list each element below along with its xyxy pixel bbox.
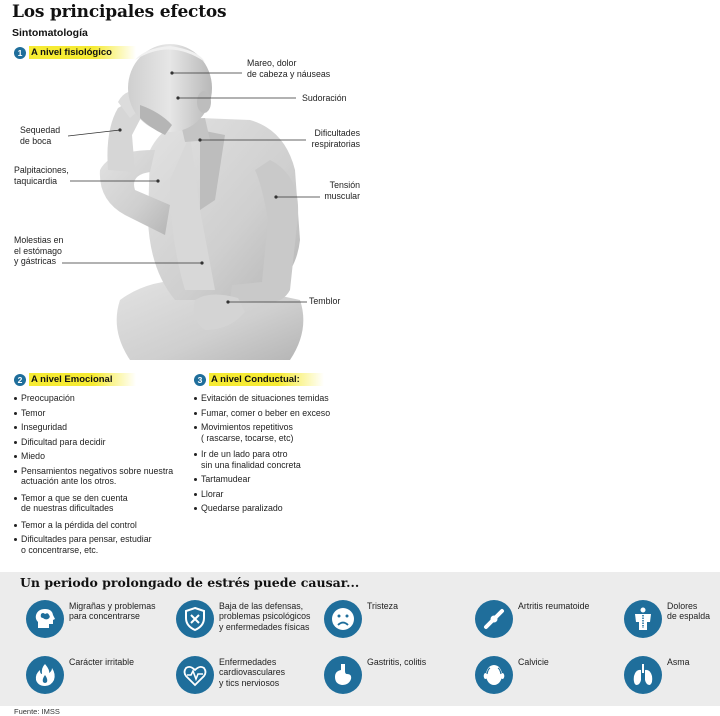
list-item: Tartamudear: [194, 474, 374, 485]
callout-mareo: Mareo, dolor de cabeza y náuseas: [247, 58, 331, 79]
effect-item: Carácter irritable: [26, 656, 134, 694]
list-item: Evitación de situaciones temidas: [194, 393, 374, 404]
section-number: 3: [194, 374, 206, 386]
source-note: Fuente: IMSS: [14, 707, 60, 716]
page-title: Los principales efectos: [12, 2, 227, 22]
page-subtitle: Sintomatología: [12, 27, 88, 39]
effect-item: Tristeza: [324, 600, 398, 638]
long-term-title: Un periodo prolongado de estrés puede causar...: [20, 575, 360, 590]
list-item: Llorar: [194, 489, 374, 500]
lungs-icon: [624, 656, 662, 694]
list-item: Fumar, comer o beber en exceso: [194, 408, 374, 419]
callout-palpitaciones: Palpitaciones, taquicardia: [14, 165, 69, 186]
bald-head-icon: [475, 656, 513, 694]
section-label: A nivel fisiológico: [29, 46, 136, 59]
section-label: A nivel Conductual:: [209, 373, 324, 386]
effect-item: Calvicie: [475, 656, 549, 694]
list-item: Inseguridad: [14, 422, 189, 433]
callout-sudoracion: Sudoración: [302, 93, 347, 103]
effect-item: Migrañas y problemas para concentrarse: [26, 600, 156, 638]
section-emotional: [14, 373, 136, 386]
effect-item: Gastritis, colitis: [324, 656, 426, 694]
head-brain-icon: [26, 600, 64, 638]
list-item: Quedarse paralizado: [194, 503, 374, 514]
list-item: Temor: [14, 408, 189, 419]
callout-dificultades-respiratorias: Dificultades respiratorias: [311, 128, 360, 149]
back-torso-icon: [624, 600, 662, 638]
list-item: Miedo: [14, 451, 189, 462]
section-number: 1: [14, 47, 26, 59]
list-item: Ir de un lado para otro sin una finalidad concreta: [194, 449, 374, 470]
list-item: Temor a que se den cuenta de nuestras dificultades: [14, 493, 189, 514]
list-item: Dificultad para decidir: [14, 437, 189, 448]
stomach-icon: [324, 656, 362, 694]
heart-pulse-icon: [176, 656, 214, 694]
callout-sequedad: Sequedad de boca: [20, 125, 61, 146]
callout-tension: Tensión muscular: [324, 180, 360, 201]
list-item: Preocupación: [14, 393, 189, 404]
section-number: 2: [14, 374, 26, 386]
effect-item: Baja de las defensas, problemas psicológicos y enfermedades físicas: [176, 600, 310, 638]
list-item: Dificultades para pensar, estudiar o concentrarse, etc.: [14, 534, 189, 555]
shield-virus-icon: [176, 600, 214, 638]
flame-icon: [26, 656, 64, 694]
effect-item: Asma: [624, 656, 690, 694]
effect-item: Enfermedades cardiovasculares y tics nerviosos: [176, 656, 285, 694]
effect-item: Artritis reumatoide: [475, 600, 589, 638]
section-label: A nivel Emocional: [29, 373, 136, 386]
callout-molestias: Molestias en el estómago y gástricas: [14, 235, 64, 266]
sad-face-icon: [324, 600, 362, 638]
effect-item: Dolores de espalda: [624, 600, 710, 638]
section-behavioral: [194, 373, 324, 386]
behavioral-list: [194, 393, 374, 518]
list-item: Temor a la pérdida del control: [14, 520, 189, 531]
list-item: Movimientos repetitivos ( rascarse, tocarse, etc): [194, 422, 374, 443]
joint-bone-icon: [475, 600, 513, 638]
list-item: Pensamientos negativos sobre nuestra actuación ante los otros.: [14, 466, 189, 487]
callout-temblor: Temblor: [309, 296, 341, 306]
emotional-list: [14, 393, 189, 559]
